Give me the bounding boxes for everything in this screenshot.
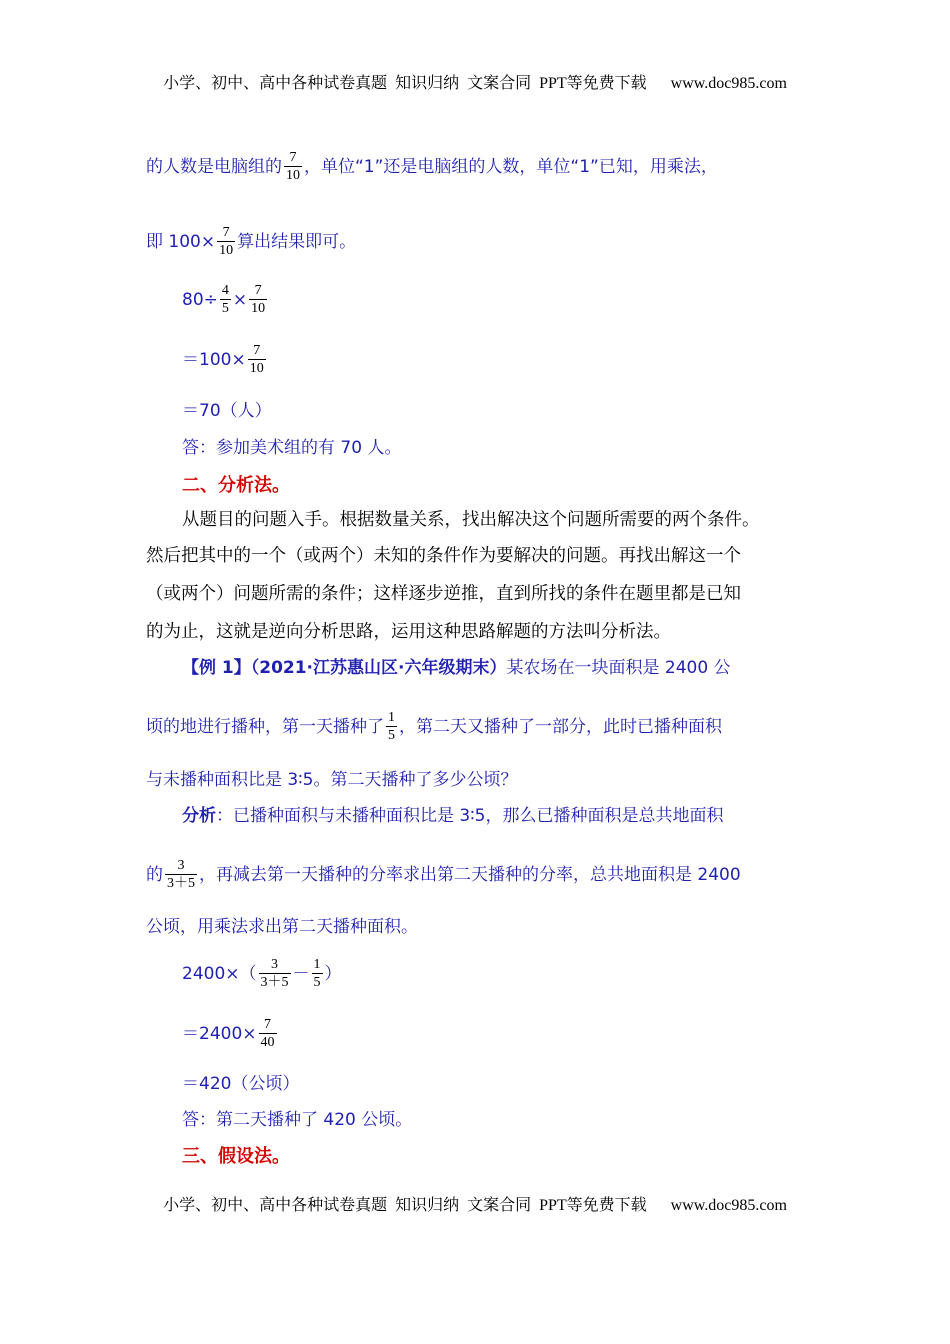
equation-line	[182, 957, 342, 991]
paragraph-line: 然后把其中的一个（或两个）未知的条件作为要解决的问题。再找出解这一个	[146, 546, 741, 566]
numerator: 7	[289, 150, 297, 165]
numerator: 7	[264, 1017, 272, 1032]
numerator: 7	[253, 343, 261, 358]
example-tag: 【例 1】（2021·江苏惠山区·六年级期末）	[182, 658, 507, 678]
fraction	[312, 957, 323, 991]
example-line	[182, 660, 731, 677]
equation-line: ＝420（公顷）	[182, 1074, 300, 1094]
text: ）	[324, 963, 342, 984]
equation-line: ＝70（人）	[182, 401, 272, 421]
numerator: 3	[271, 957, 279, 972]
page-footer: 小学、初中、高中各种试卷真题 知识归纳 文案合同 PPT等免费下载 www.doc985.com	[163, 1197, 787, 1214]
equation-line	[182, 1017, 279, 1051]
denominator: 3＋5	[260, 975, 289, 991]
denominator: 10	[249, 361, 264, 377]
text: 2400×（	[182, 963, 257, 984]
text: 算出结果即可。	[237, 231, 357, 252]
text: ，第二天又播种了一部分，此时已播种面积	[399, 716, 722, 737]
paragraph-line: 从题目的问题入手。根据数量关系，找出解决这个问题所需要的两个条件。	[182, 510, 760, 530]
equation-line	[182, 343, 268, 377]
page-header: 小学、初中、高中各种试卷真题 知识归纳 文案合同 PPT等免费下载 www.doc985.com	[163, 75, 787, 92]
numerator: 1	[313, 957, 321, 972]
text: ＝100×	[182, 349, 246, 370]
text-line	[146, 150, 718, 184]
denominator: 40	[260, 1035, 275, 1051]
text-line	[146, 225, 356, 259]
fraction	[284, 150, 302, 184]
text: ，再减去第一天播种的分率求出第二天播种的分率，总共地面积是 2400	[199, 864, 741, 885]
analysis-line: 公顷，用乘法求出第二天播种面积。	[146, 917, 418, 937]
fraction	[386, 710, 397, 744]
text: ＝2400×	[182, 1023, 257, 1044]
operator: －	[292, 963, 310, 984]
fraction	[220, 283, 231, 317]
text: 的	[146, 864, 163, 885]
numerator: 3	[177, 858, 185, 873]
text: ，单位“1”还是电脑组的人数，单位“1”已知，用乘法，	[304, 156, 718, 177]
example-line: 与未播种面积比是 3∶5。第二天播种了多少公顷？	[146, 770, 518, 790]
denominator: 10	[219, 243, 234, 259]
equation-line	[182, 283, 269, 317]
denominator: 5	[221, 301, 229, 317]
text: 即 100×	[146, 231, 216, 252]
analysis-line	[182, 808, 723, 825]
fraction	[259, 957, 291, 991]
analysis-tag: 分析	[182, 806, 216, 826]
denominator: 3＋5	[167, 876, 195, 892]
analysis-line	[146, 858, 741, 892]
answer-line: 答：第二天播种了 420 公顷。	[182, 1110, 413, 1130]
denominator: 5	[313, 975, 321, 991]
example-line	[146, 710, 722, 744]
section-heading: 二、分析法。	[182, 475, 290, 496]
fraction	[249, 283, 267, 317]
text: 顷的地进行播种，第一天播种了	[146, 716, 384, 737]
numerator: 1	[388, 710, 395, 725]
text: 的人数是电脑组的	[146, 156, 282, 177]
numerator: 4	[221, 283, 229, 298]
paragraph-line: 的为止，这就是逆向分析思路，运用这种思路解题的方法叫分析法。	[146, 622, 671, 642]
answer-line: 答：参加美术组的有 70 人。	[182, 438, 402, 458]
text: ：已播种面积与未播种面积比是 3∶5，那么已播种面积是总共地面积	[216, 806, 724, 826]
section-heading: 三、假设法。	[182, 1146, 290, 1167]
text: 80÷	[182, 289, 218, 310]
denominator: 5	[388, 728, 395, 744]
numerator: 7	[254, 283, 262, 298]
operator: ×	[232, 289, 248, 310]
fraction	[248, 343, 266, 377]
numerator: 7	[222, 225, 230, 240]
text: 某农场在一块面积是 2400 公	[506, 658, 731, 678]
fraction	[259, 1017, 277, 1051]
fraction	[217, 225, 235, 259]
fraction	[165, 858, 197, 892]
denominator: 10	[251, 301, 266, 317]
paragraph-line: （或两个）问题所需的条件；这样逐步逆推，直到所找的条件在题里都是已知	[146, 584, 741, 604]
denominator: 10	[286, 168, 300, 184]
